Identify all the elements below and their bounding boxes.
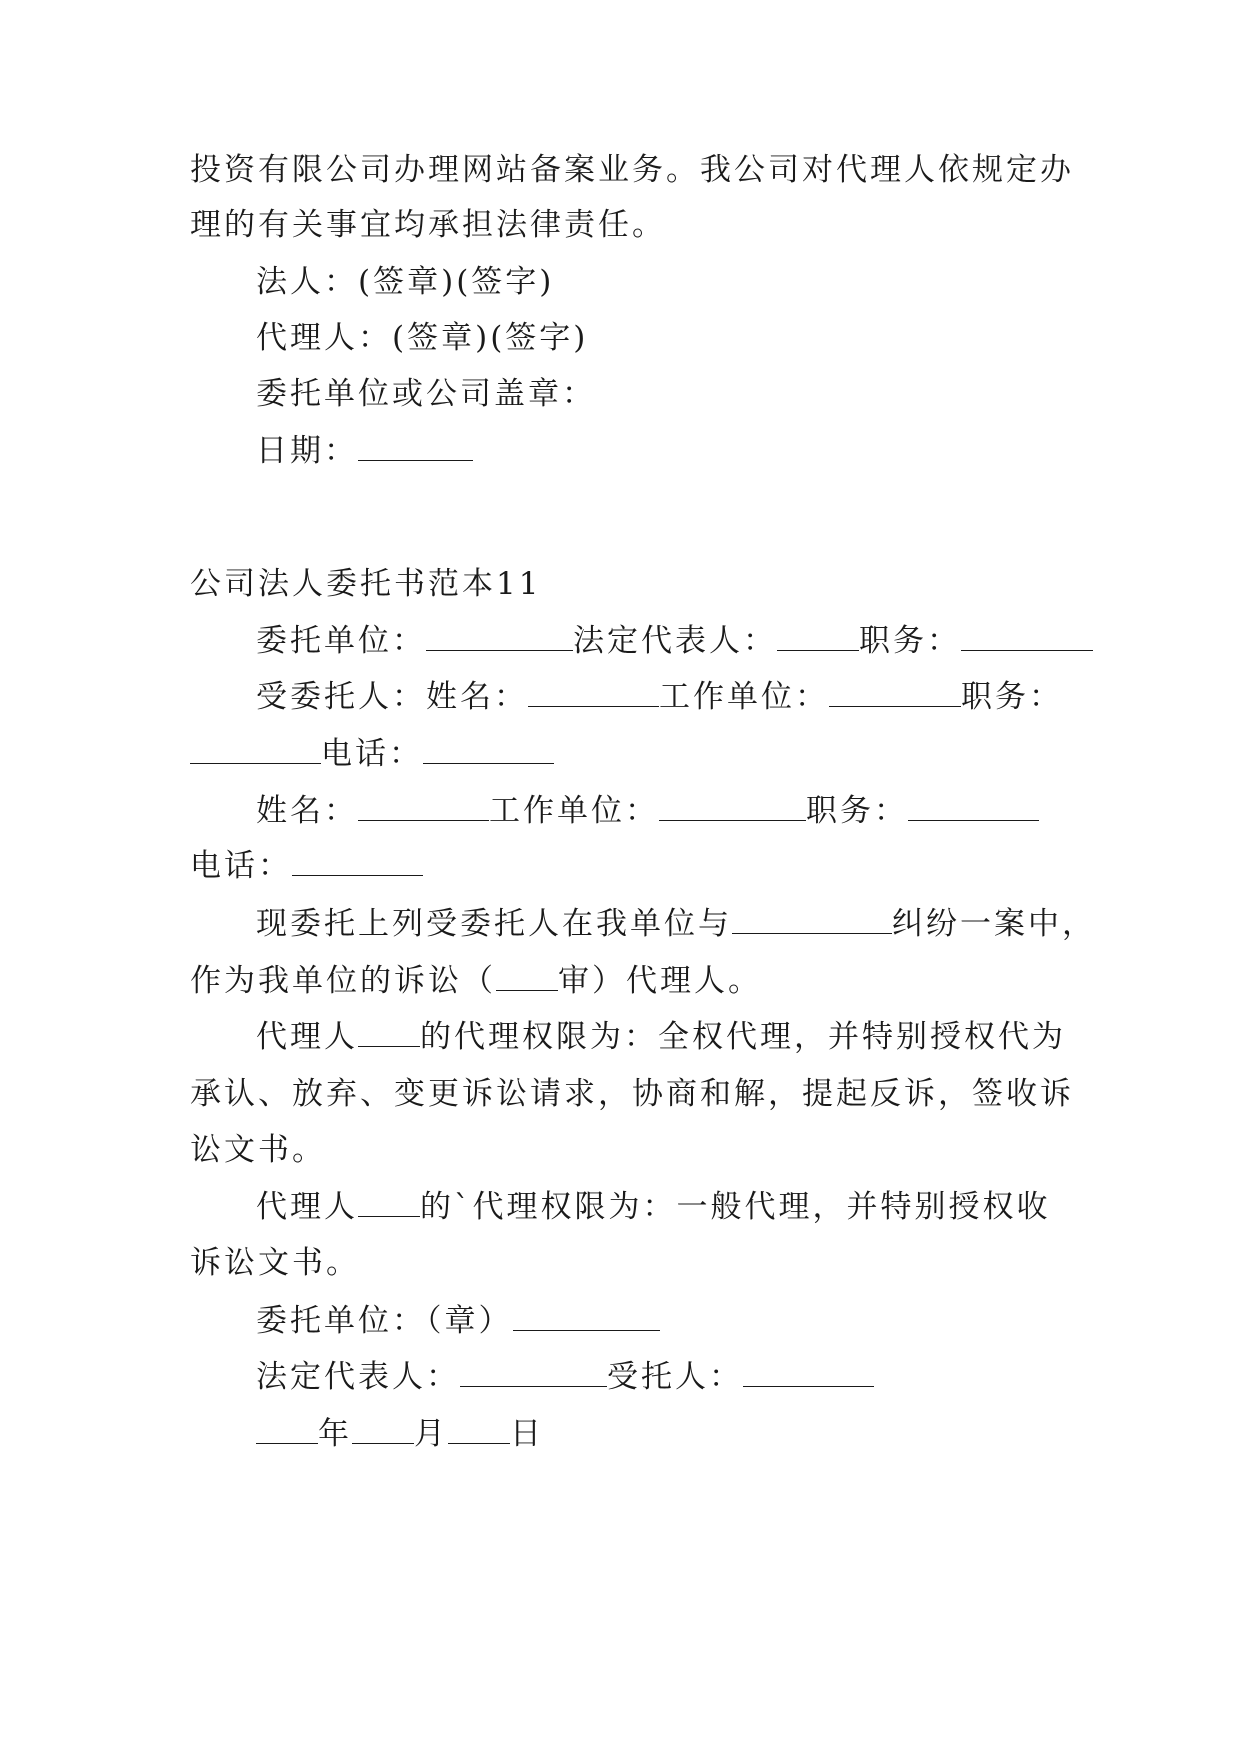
label: 法定代表人： xyxy=(256,1359,460,1395)
blank-field xyxy=(256,1413,318,1444)
line-text: 讼文书。 xyxy=(190,1132,326,1168)
label: 委托单位：（章） xyxy=(256,1303,513,1339)
blank-field xyxy=(426,620,573,651)
blank-field xyxy=(961,620,1093,651)
blank-field xyxy=(448,1413,510,1444)
blank-field xyxy=(732,903,892,934)
date-line xyxy=(256,430,473,471)
label: 受委托人：姓名： xyxy=(256,679,528,715)
general-authority-line xyxy=(256,1186,1051,1227)
text-line xyxy=(190,150,1074,190)
blank-field xyxy=(528,676,659,707)
line-text: 作为我单位的诉讼（ xyxy=(190,963,496,999)
label: 委托单位： xyxy=(256,623,426,659)
line-text: 纠纷一案中， xyxy=(892,906,1096,942)
section-heading xyxy=(190,564,541,604)
line-text: 投资有限公司办理网站备案业务。我公司对代理人依规定办 xyxy=(190,152,1074,188)
representative-line xyxy=(256,1356,874,1397)
label: 电话： xyxy=(190,848,292,884)
entrust-paragraph-line xyxy=(190,960,762,1001)
blank-field xyxy=(777,620,859,651)
line-text: 审）代理人。 xyxy=(558,963,762,999)
blank-field xyxy=(358,430,473,461)
legal-person-signature-line xyxy=(256,262,554,302)
label: 法定代表人： xyxy=(573,623,777,659)
blank-field xyxy=(908,790,1039,821)
company-seal-line xyxy=(256,374,596,414)
label: 职务： xyxy=(806,793,908,829)
label: 年 xyxy=(318,1416,352,1452)
authority-paragraph-line xyxy=(190,1074,1074,1114)
line-text: 日期： xyxy=(256,433,358,469)
agent-signature-line xyxy=(256,318,588,358)
blank-field xyxy=(358,1016,420,1047)
blank-field xyxy=(829,676,961,707)
blank-field xyxy=(190,733,321,764)
blank-field xyxy=(292,845,423,876)
label: 姓名： xyxy=(256,793,358,829)
general-authority-line xyxy=(190,1243,360,1283)
authority-paragraph-line xyxy=(190,1130,326,1170)
line-text: 现委托上列受委托人在我单位与 xyxy=(256,906,732,942)
trustee-line xyxy=(256,676,1063,717)
line-text: 的`代理权限为：一般代理，并特别授权收 xyxy=(420,1189,1051,1225)
heading-text: 公司法人委托书范本11 xyxy=(190,566,542,602)
blank-field xyxy=(460,1356,607,1387)
blank-field xyxy=(352,1413,414,1444)
unit-seal-line xyxy=(256,1300,660,1341)
line-text: 理的有关事宜均承担法律责任。 xyxy=(190,207,666,243)
label: 工作单位： xyxy=(659,679,829,715)
line-text: 代理人 xyxy=(256,1189,358,1225)
label: 电话： xyxy=(321,736,423,772)
blank-field xyxy=(659,790,806,821)
sign-date-line xyxy=(256,1413,544,1454)
line-text: 代理人 xyxy=(256,1019,358,1055)
blank-field xyxy=(358,1186,420,1217)
label: 工作单位： xyxy=(489,793,659,829)
text-line xyxy=(190,205,666,245)
blank-field xyxy=(513,1300,660,1331)
second-trustee-phone-line xyxy=(190,845,423,886)
entrusting-unit-line xyxy=(256,620,1093,661)
label: 受托人： xyxy=(607,1359,743,1395)
label: 月 xyxy=(414,1416,448,1452)
label: 日 xyxy=(510,1416,544,1452)
blank-field xyxy=(358,790,489,821)
line-text: 法人：(签章)(签字) xyxy=(256,264,555,300)
line-text: 的代理权限为：全权代理，并特别授权代为 xyxy=(420,1019,1066,1055)
entrust-paragraph-line xyxy=(256,903,1096,944)
trustee-phone-line xyxy=(190,733,554,774)
blank-field xyxy=(743,1356,874,1387)
second-trustee-line xyxy=(256,790,1039,831)
line-text: 承认、放弃、变更诉讼请求，协商和解，提起反诉，签收诉 xyxy=(190,1076,1074,1112)
blank-field xyxy=(496,960,558,991)
label: 职务： xyxy=(859,623,961,659)
line-text: 诉讼文书。 xyxy=(190,1245,360,1281)
blank-field xyxy=(423,733,554,764)
label: 职务： xyxy=(961,679,1063,715)
line-text: 代理人：(签章)(签字) xyxy=(256,320,589,356)
authority-paragraph-line xyxy=(256,1016,1066,1057)
line-text: 委托单位或公司盖章： xyxy=(256,376,596,412)
